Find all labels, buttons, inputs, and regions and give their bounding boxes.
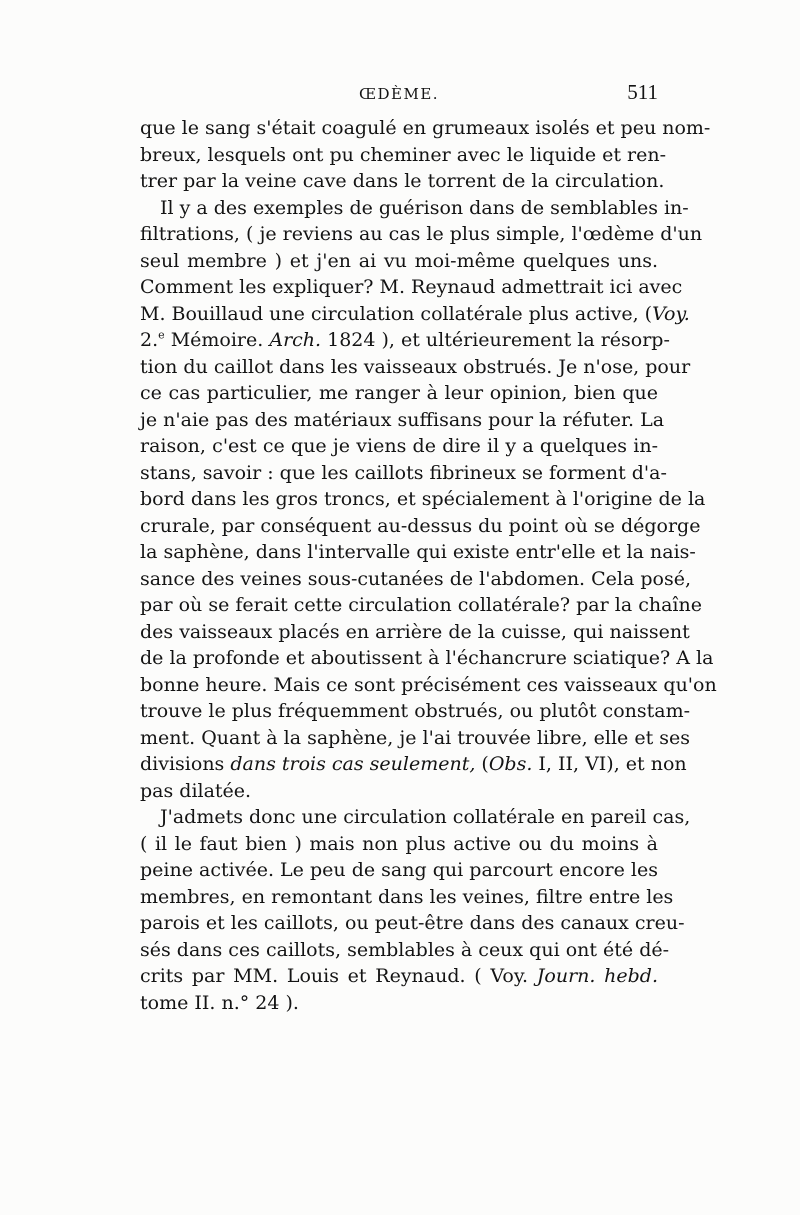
paragraph xyxy=(140,115,711,195)
text-segment: la saphène, dans l'intervalle qui existe entr'elle et la nais- xyxy=(140,541,696,563)
text-segment: que le sang s'était coagulé en grumeaux isolés et peu nom- xyxy=(140,117,711,139)
running-title: ŒDÈME. xyxy=(358,85,440,103)
text-line xyxy=(140,168,665,195)
text-line xyxy=(140,195,689,222)
text-segment: raison, c'est ce que je viens de dire il y a quelques in- xyxy=(140,435,658,457)
text-segment: tion du caillot dans les vaisseaux obstrués. Je n'ose, pour xyxy=(140,355,691,378)
text-line xyxy=(140,380,658,407)
text-segment: bord dans les gros troncs, et spécialement à l'origine de la xyxy=(140,488,706,510)
body-text xyxy=(140,115,717,1016)
text-line xyxy=(140,539,696,566)
text-segment: 2. xyxy=(140,329,159,351)
text-line xyxy=(140,115,711,142)
text-segment: crits par MM. Louis et Reynaud. ( Voy. xyxy=(140,965,537,987)
text-line xyxy=(140,910,685,937)
italic-text: dans trois cas seulement, xyxy=(230,753,476,775)
text-line xyxy=(140,248,658,275)
text-line xyxy=(140,857,658,884)
page-number: 511 xyxy=(627,80,658,104)
text-line xyxy=(140,698,691,725)
text-segment: ( il le faut bien ) mais non plus active ou du moins à xyxy=(140,832,658,855)
superscript: e xyxy=(158,328,165,342)
text-line xyxy=(140,407,665,434)
text-line xyxy=(140,831,658,858)
paragraph xyxy=(140,195,717,805)
text-segment: sés dans ces caillots, semblables à ceux qui ont été dé- xyxy=(140,938,670,961)
text-line xyxy=(140,804,691,831)
text-segment: divisions xyxy=(140,753,231,775)
text-segment: peine activée. Le peu de sang qui parcourt encore les xyxy=(140,859,658,881)
text-line xyxy=(140,778,658,805)
text-segment: trer par la veine cave dans le torrent de la circulation. xyxy=(140,170,665,192)
text-line xyxy=(140,592,702,619)
running-head xyxy=(140,80,658,115)
text-line xyxy=(140,751,687,778)
text-segment: de la profonde et aboutissent à l'échancrure sciatique? A la xyxy=(140,647,714,669)
text-line xyxy=(140,327,670,354)
text-line xyxy=(140,301,690,328)
text-segment: tome II. n.° 24 ). xyxy=(140,991,299,1014)
text-segment: pas dilatée. xyxy=(140,779,252,802)
text-segment: je n'aie pas des matériaux suffisans pour la réfuter. La xyxy=(140,408,665,431)
italic-text: Journ. hebd. xyxy=(536,965,658,987)
text-segment: bonne heure. Mais ce sont précisément ces vaisseaux qu'on xyxy=(140,673,717,696)
text-segment: ce cas particulier, me ranger à leur opinion, bien que xyxy=(140,382,658,404)
text-segment: M. Bouillaud une circulation collatérale plus active, ( xyxy=(140,302,653,325)
paragraph xyxy=(140,804,691,1016)
text-line xyxy=(140,884,674,911)
text-line xyxy=(140,725,690,752)
text-line xyxy=(140,990,658,1017)
text-line xyxy=(140,619,690,646)
text-line xyxy=(140,221,703,248)
text-line xyxy=(140,142,667,169)
text-line xyxy=(140,566,691,593)
text-segment: seul membre ) et j'en ai vu moi-même quelques uns. xyxy=(140,249,658,272)
text-segment: Il y a des exemples de guérison dans de semblables in- xyxy=(160,196,689,219)
text-line xyxy=(140,513,701,540)
text-segment: parois et les caillots, ou peut-être dans des canaux creu- xyxy=(140,912,685,934)
text-line xyxy=(140,274,683,301)
text-segment: ( xyxy=(475,753,489,775)
text-segment: Comment les expliquer? M. Reynaud admettrait ici avec xyxy=(140,276,683,298)
text-segment: crurale, par conséquent au-dessus du point où se dégorge xyxy=(140,514,701,537)
text-line xyxy=(140,937,670,964)
text-segment: stans, savoir : que les caillots fibrineux se forment d'a- xyxy=(140,461,667,484)
text-line xyxy=(140,645,714,672)
text-segment: filtrations, ( je reviens au cas le plus simple, l'œdème d'un xyxy=(140,223,703,245)
text-segment: ment. Quant à la saphène, je l'ai trouvée libre, elle et ses xyxy=(140,726,690,749)
text-segment: I, II, VI), et non xyxy=(532,753,687,775)
text-line xyxy=(140,354,691,381)
text-line xyxy=(140,433,658,460)
italic-text: Arch. xyxy=(269,329,322,351)
italic-text: Obs. xyxy=(488,753,533,775)
text-line xyxy=(140,963,658,990)
text-segment: trouve le plus fréquemment obstrués, ou plutôt constam- xyxy=(140,700,691,722)
text-line xyxy=(140,460,667,487)
text-segment: des vaisseaux placés en arrière de la cuisse, qui naissent xyxy=(140,620,690,643)
text-line xyxy=(140,672,717,699)
text-segment: sance des veines sous-cutanées de l'abdomen. Cela posé, xyxy=(140,567,691,590)
text-segment: J'admets donc une circulation collatérale en pareil cas, xyxy=(160,806,691,828)
text-segment: Mémoire. xyxy=(164,329,270,351)
italic-text: Voy. xyxy=(652,302,690,325)
text-line xyxy=(140,486,706,513)
text-segment: 1824 ), et ultérieurement la résorp- xyxy=(321,329,670,351)
text-segment: breux, lesquels ont pu cheminer avec le liquide et ren- xyxy=(140,143,667,166)
text-segment: membres, en remontant dans les veines, filtre entre les xyxy=(140,885,674,908)
text-segment: par où se ferait cette circulation collatérale? par la chaîne xyxy=(140,594,702,616)
